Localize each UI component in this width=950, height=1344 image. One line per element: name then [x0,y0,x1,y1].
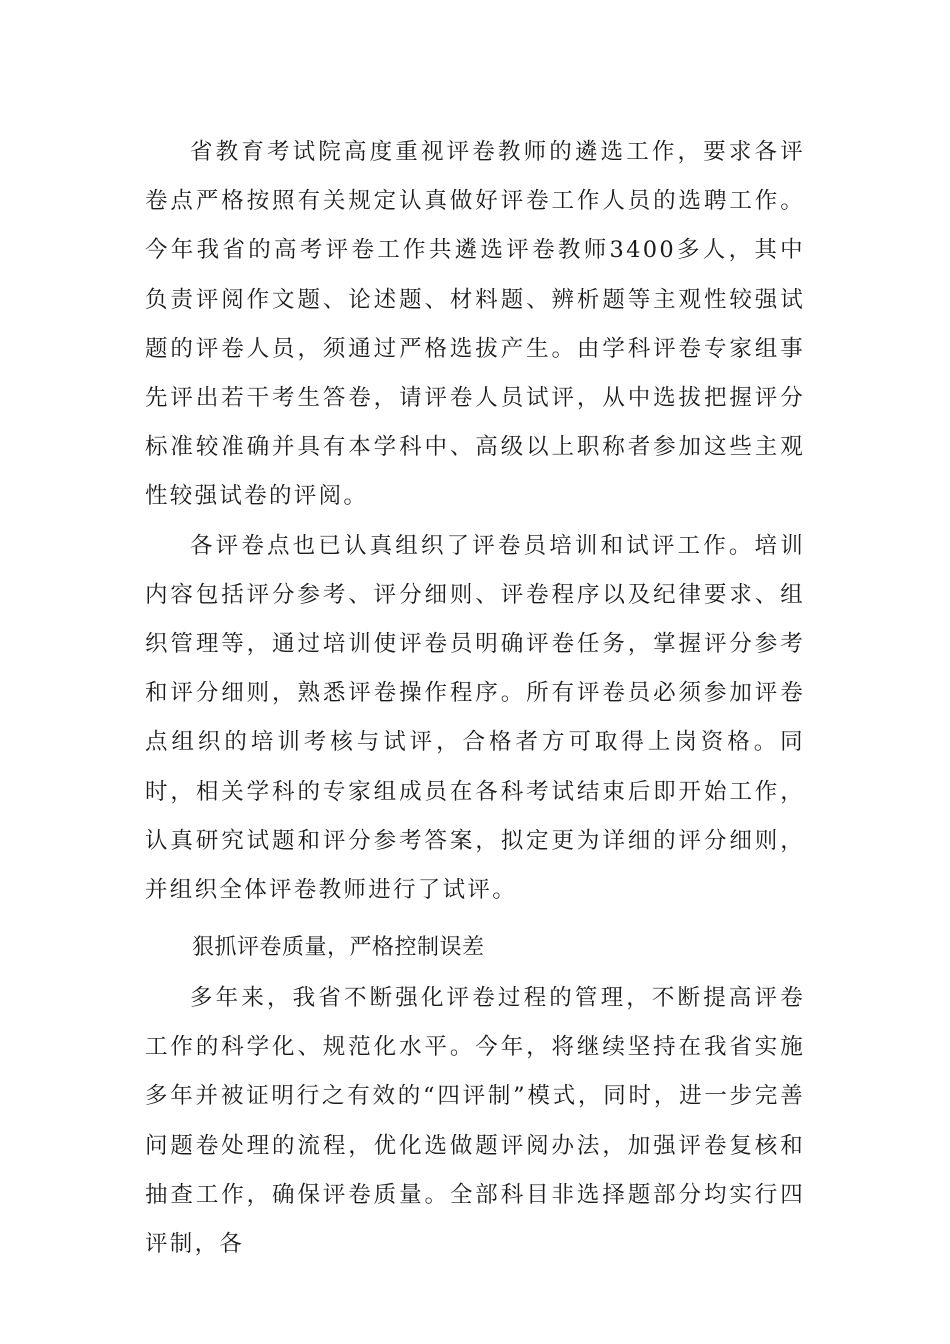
paragraph-quality-control: 多年来，我省不断强化评卷过程的管理，不断提高评卷工作的科学化、规范化水平。今年，将继续坚持在我省实施多年并被证明行之有效的“四评制”模式，同时，进一步完善问题卷处理的流程，优化选做题评阅办法，加强评卷复核和抽查工作，确保评卷质量。全部科目非选择题部分均实行四评制，各 [145,985,805,1258]
paragraph-training: 各评卷点也已认真组织了评卷员培训和试评工作。培训内容包括评分参考、评分细则、评卷程序以及纪律要求、组织管理等，通过培训使评卷员明确评卷任务，掌握评分参考和评分细则，熟悉评卷操作程序。所有评卷员必须参加评卷点组织的培训考核与试评，合格者方可取得上岗资格。同时，相关学科的专家组成员在各科考试结束后即开始工作，认真研究试题和评分参考答案，拟定更为详细的评分细则，并组织全体评卷教师进行了试评。 [145,532,805,904]
body-text-section-1 [145,128,805,915]
section-heading: 狠抓评卷质量，严格控制误差 [192,935,485,960]
paragraph-teacher-selection: 省教育考试院高度重视评卷教师的遴选工作，要求各评卷点严格按照有关规定认真做好评卷工作人员的选聘工作。今年我省的高考评卷工作共遴选评卷教师3400多人，其中负责评阅作文题、论述题、材料题、辨析题等主观性较强试题的评卷人员，须通过严格选拔产生。由学科评卷专家组事先评出若干考生答卷，请评卷人员试评，从中选拔把握评分标准较准确并具有本学科中、高级以上职称者参加这些主观性较强试卷的评阅。 [145,139,805,510]
body-text-section-2 [145,974,805,1269]
